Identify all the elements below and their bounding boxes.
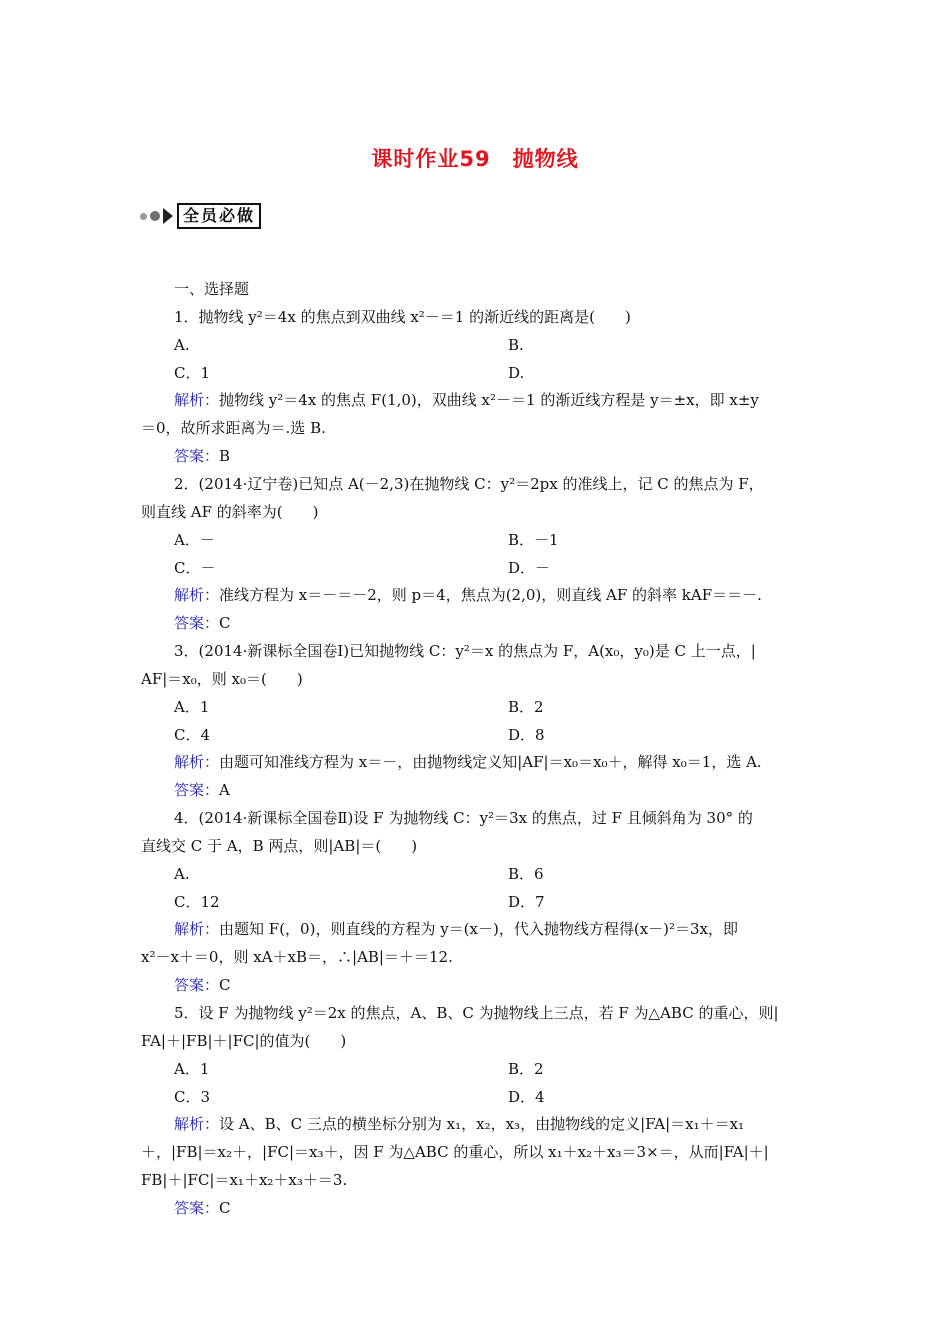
option-d: D．－ [508, 559, 551, 577]
analysis-line: ＋，|FB|＝x₂＋，|FC|＝x₃＋，因 F 为△ABC 的重心，所以 x₁＋x₂＋x₃＝3×＝，从而|FA|＋| [141, 1143, 769, 1161]
answer-value: C [219, 976, 231, 994]
answer-value: C [219, 1199, 231, 1217]
question-stem: FA|＋|FB|＋|FC|的值为( ) [141, 1032, 347, 1050]
question-stem: 1．抛物线 y²＝4x 的焦点到双曲线 x²－＝1 的渐近线的距离是( ) [174, 308, 631, 326]
analysis-label: 解析： [174, 753, 220, 771]
answer-label: 答案： [174, 1199, 220, 1217]
option-b: B. [508, 336, 524, 354]
question-stem: 2．(2014·辽宁卷)已知点 A(－2,3)在抛物线 C：y²＝2px 的准线上，记 C 的焦点为 F， [174, 475, 764, 493]
answer-label: 答案： [174, 976, 220, 994]
answer-value: A [219, 781, 230, 799]
analysis-label: 解析： [174, 920, 220, 938]
option-a: A. [174, 865, 190, 883]
answer-value: C [219, 614, 231, 632]
section-header [140, 203, 261, 229]
analysis-line: x²－x＋＝0，则 xA＋xB＝，∴|AB|＝＋＝12. [141, 948, 453, 966]
answer-label: 答案： [174, 447, 220, 465]
bullet-dot-icon [150, 211, 160, 221]
option-a: A．1 [174, 698, 210, 716]
option-c: C．3 [174, 1088, 211, 1106]
answer-label: 答案： [174, 781, 220, 799]
option-b: B．6 [508, 865, 544, 883]
question-stem: AF|＝x₀，则 x₀＝( ) [141, 670, 303, 688]
option-b: B．2 [508, 1060, 544, 1078]
analysis-line [174, 752, 844, 772]
analysis-label: 解析： [174, 586, 220, 604]
analysis-line [174, 585, 844, 605]
answer-label: 答案： [174, 614, 220, 632]
option-b: B．－1 [508, 531, 559, 549]
analysis-label: 解析： [174, 1115, 220, 1133]
option-a: A．1 [174, 1060, 210, 1078]
option-a: A．－ [174, 531, 215, 549]
answer-line [174, 613, 844, 633]
answer-line [174, 1198, 844, 1218]
option-c: C．－ [174, 559, 216, 577]
answer-value: B [219, 447, 231, 465]
question-stem: 4．(2014·新课标全国卷Ⅱ)设 F 为抛物线 C：y²＝3x 的焦点，过 F 且倾斜角为 30° 的 [174, 809, 753, 827]
question-stem: 直线交 C 于 A，B 两点，则|AB|＝( ) [141, 837, 418, 855]
analysis-text: 由题可知准线方程为 x＝－，由抛物线定义知|AF|＝x₀＝x₀＋，解得 x₀＝1，选 A. [219, 753, 762, 771]
answer-line [174, 780, 844, 800]
question-stem: 3．(2014·新课标全国卷Ⅰ)已知抛物线 C：y²＝x 的焦点为 F，A(x₀，y₀)是 C 上一点，| [174, 642, 756, 660]
title-topic: 抛物线 [512, 147, 579, 171]
page-title [0, 143, 950, 173]
section-header-label: 全员必做 [177, 203, 261, 229]
answer-line [174, 446, 844, 466]
analysis-text: 设 A、B、C 三点的横坐标分别为 x₁，x₂，x₃，由抛物线的定义|FA|＝x₁＋＝x₁ [219, 1115, 745, 1133]
option-d: D．7 [508, 893, 545, 911]
option-c: C．12 [174, 893, 220, 911]
arrow-right-icon [163, 208, 173, 224]
option-c: C．1 [174, 364, 211, 382]
option-b: B．2 [508, 698, 544, 716]
analysis-line [174, 1114, 844, 1134]
analysis-text: 由题知 F(，0)，则直线的方程为 y＝(x－)，代入抛物线方程得(x－)²＝3x，即 [219, 920, 739, 938]
option-d: D. [508, 364, 525, 382]
analysis-line [174, 919, 844, 939]
analysis-line: FB|＋|FC|＝x₁＋x₂＋x₃＋＝3. [141, 1171, 348, 1189]
answer-line [174, 975, 844, 995]
analysis-line [174, 390, 844, 410]
analysis-line: ＝0，故所求距离为＝.选 B. [141, 419, 326, 437]
option-d: D．4 [508, 1088, 545, 1106]
option-a: A. [174, 336, 190, 354]
analysis-label: 解析： [174, 391, 220, 409]
section-label: 一、选择题 [174, 280, 250, 298]
option-c: C．4 [174, 726, 211, 744]
title-main: 课时作业59 [371, 147, 491, 171]
bullet-dot-icon [140, 213, 147, 220]
option-d: D．8 [508, 726, 545, 744]
question-stem: 则直线 AF 的斜率为( ) [141, 503, 319, 521]
analysis-text: 准线方程为 x＝－＝－2，则 p＝4，焦点为(2,0)，则直线 AF 的斜率 kAF＝＝－. [219, 586, 762, 604]
question-stem: 5．设 F 为抛物线 y²＝2x 的焦点，A、B、C 为抛物线上三点，若 F 为△ABC 的重心，则| [174, 1004, 779, 1022]
analysis-text: 抛物线 y²＝4x 的焦点 F(1,0)，双曲线 x²－＝1 的渐近线方程是 y＝±x，即 x±y [219, 391, 759, 409]
